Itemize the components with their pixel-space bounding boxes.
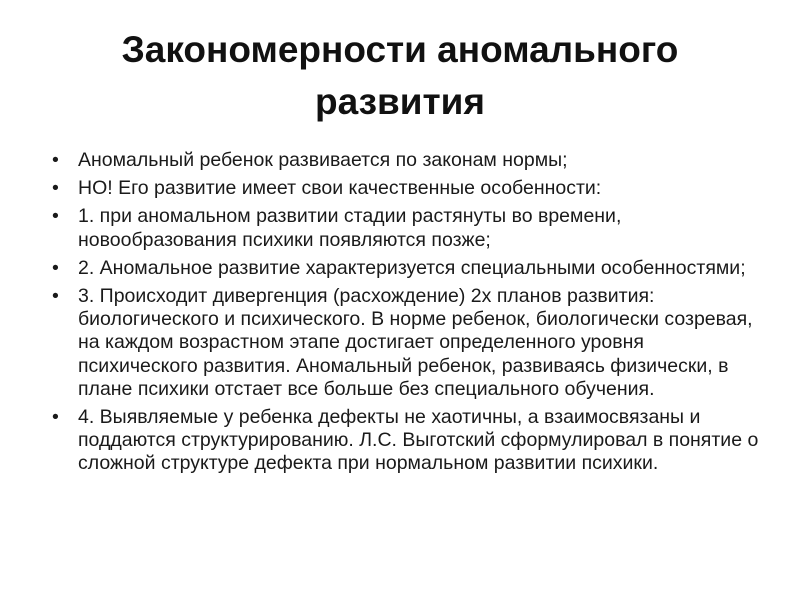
bullet-dot-icon: • (52, 205, 59, 228)
bullet-dot-icon: • (52, 406, 59, 429)
bullet-dot-icon: • (52, 177, 59, 200)
bullet-item (48, 177, 760, 200)
bullet-item (48, 149, 760, 172)
bullet-item (48, 285, 760, 401)
bullet-text: Аномальный ребенок развивается по законам нормы; (78, 149, 568, 171)
slide-title: Закономерности аномального развития (121, 29, 679, 122)
bullet-dot-icon: • (52, 285, 59, 308)
bullet-item (48, 205, 760, 251)
bullet-dot-icon: • (52, 149, 59, 171)
bullet-text: 4. Выявляемые у ребенка дефекты не хаотичны, а взаимосвязаны и поддаются структурированию. Л.С. Выготский сформулировал в понятие о сложной структуре дефекта при нормальном развитии психики. (78, 406, 759, 475)
bullet-list (48, 149, 760, 481)
bullet-text: 2. Аномальное развитие характеризуется специальными особенностями; (78, 256, 746, 279)
bullet-text: НО! Его развитие имеет свои качественные особенности: (78, 177, 602, 200)
bullet-item (48, 406, 760, 476)
bullet-item (48, 257, 760, 280)
bullet-dot-icon: • (52, 256, 59, 279)
bullet-text: 3. Происходит дивергенция (расхождение) 2х планов развития: биологического и психического. В норме ребенок, биологически созревая, на каждом возрастном этапе достигает определенного уровня психического развития. Аномальный ребенок, развиваясь физически, в плане психики отстает все больше без специального обучения. (78, 285, 753, 400)
bullet-text: 1. при аномальном развитии стадии растянуты во времени, новообразования психики появляются позже; (78, 205, 622, 251)
